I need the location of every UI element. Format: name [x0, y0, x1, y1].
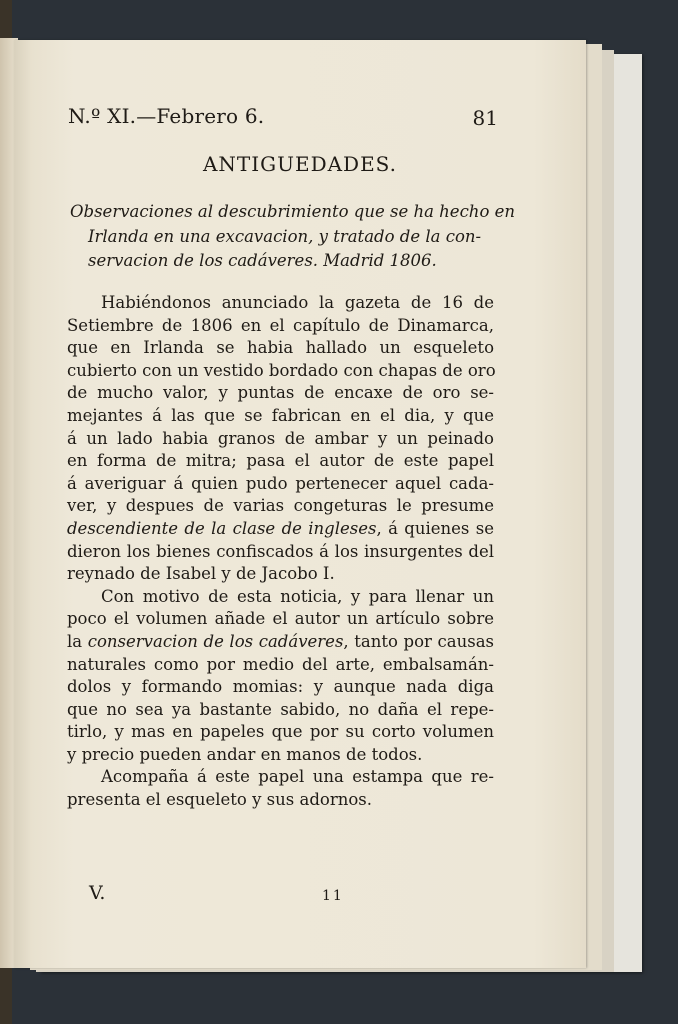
body-line: dolos y formando momias: y aunque nada diga — [67, 677, 494, 697]
body-line: ver, y despues de varias congeturas le presume — [67, 496, 494, 516]
section-title: ANTIGUEDADES. — [202, 152, 398, 176]
gathering-number: 11 — [322, 888, 344, 904]
body-line — [67, 631, 494, 654]
subtitle-line: Observaciones al descubrimiento que se ha hecho en — [70, 202, 516, 221]
body-line: en forma de mitra; pasa el autor de este papel — [67, 451, 494, 471]
body-line: mejantes á las que se fabrican en el dia, y que — [67, 405, 494, 425]
body-line: cubierto con un vestido bordado con chapas de oro — [67, 360, 496, 380]
subtitle-line: Irlanda en una excavacion, y tratado de la con- — [88, 226, 482, 246]
signature-mark: V. — [89, 882, 106, 904]
body-line: Acompaña á este papel una estampa que re- — [101, 767, 494, 787]
body-line: que no sea ya bastante sabido, no daña el repe- — [67, 699, 494, 719]
body-line: poco el volumen añade el autor un artículo sobre — [67, 609, 494, 629]
body-line: dieron los bienes confiscados á los insurgentes del — [67, 541, 494, 561]
body-line: Habiéndonos anunciado la gazeta de 16 de — [101, 293, 494, 312]
body-line-pre: la — [67, 631, 88, 651]
body-line: reynado de Isabel y de Jacobo I. — [67, 564, 335, 584]
body-line: Setiembre de 1806 en el capítulo de Dinamarca, — [67, 315, 494, 335]
body-line: presenta el esqueleto y sus adornos. — [67, 790, 372, 810]
body-line: á un lado habia granos de ambar y un peinado — [67, 428, 494, 448]
page-number: 81 — [472, 106, 498, 130]
body-line: de mucho valor, y puntas de encaxe de oro se- — [67, 383, 494, 403]
body-line: á averiguar á quien pudo pertenecer aquel cada- — [67, 473, 494, 493]
body-line — [67, 518, 494, 541]
running-head: N.º XI.—Febrero 6. — [68, 104, 265, 128]
subtitle-line: servacion de los cadáveres. Madrid 1806. — [88, 251, 437, 270]
body-line: naturales como por medio del arte, embalsamán- — [67, 654, 494, 674]
body-line: que en Irlanda se habia hallado un esqueleto — [67, 338, 494, 358]
article-subtitle — [70, 200, 516, 274]
article-body — [67, 292, 494, 812]
body-line-rest: , á quienes se — [376, 518, 495, 538]
italic-phrase: conservacion de los cadáveres — [87, 631, 344, 651]
book-page — [14, 40, 586, 968]
body-line-rest: , tanto por causas — [343, 631, 495, 651]
body-line: tirlo, y mas en papeles que por su corto volumen — [67, 722, 494, 742]
italic-phrase: descendiente de la clase de ingleses — [67, 518, 377, 538]
body-line: Con motivo de esta noticia, y para llenar un — [101, 586, 494, 606]
body-line: y precio pueden andar en manos de todos. — [67, 744, 423, 764]
